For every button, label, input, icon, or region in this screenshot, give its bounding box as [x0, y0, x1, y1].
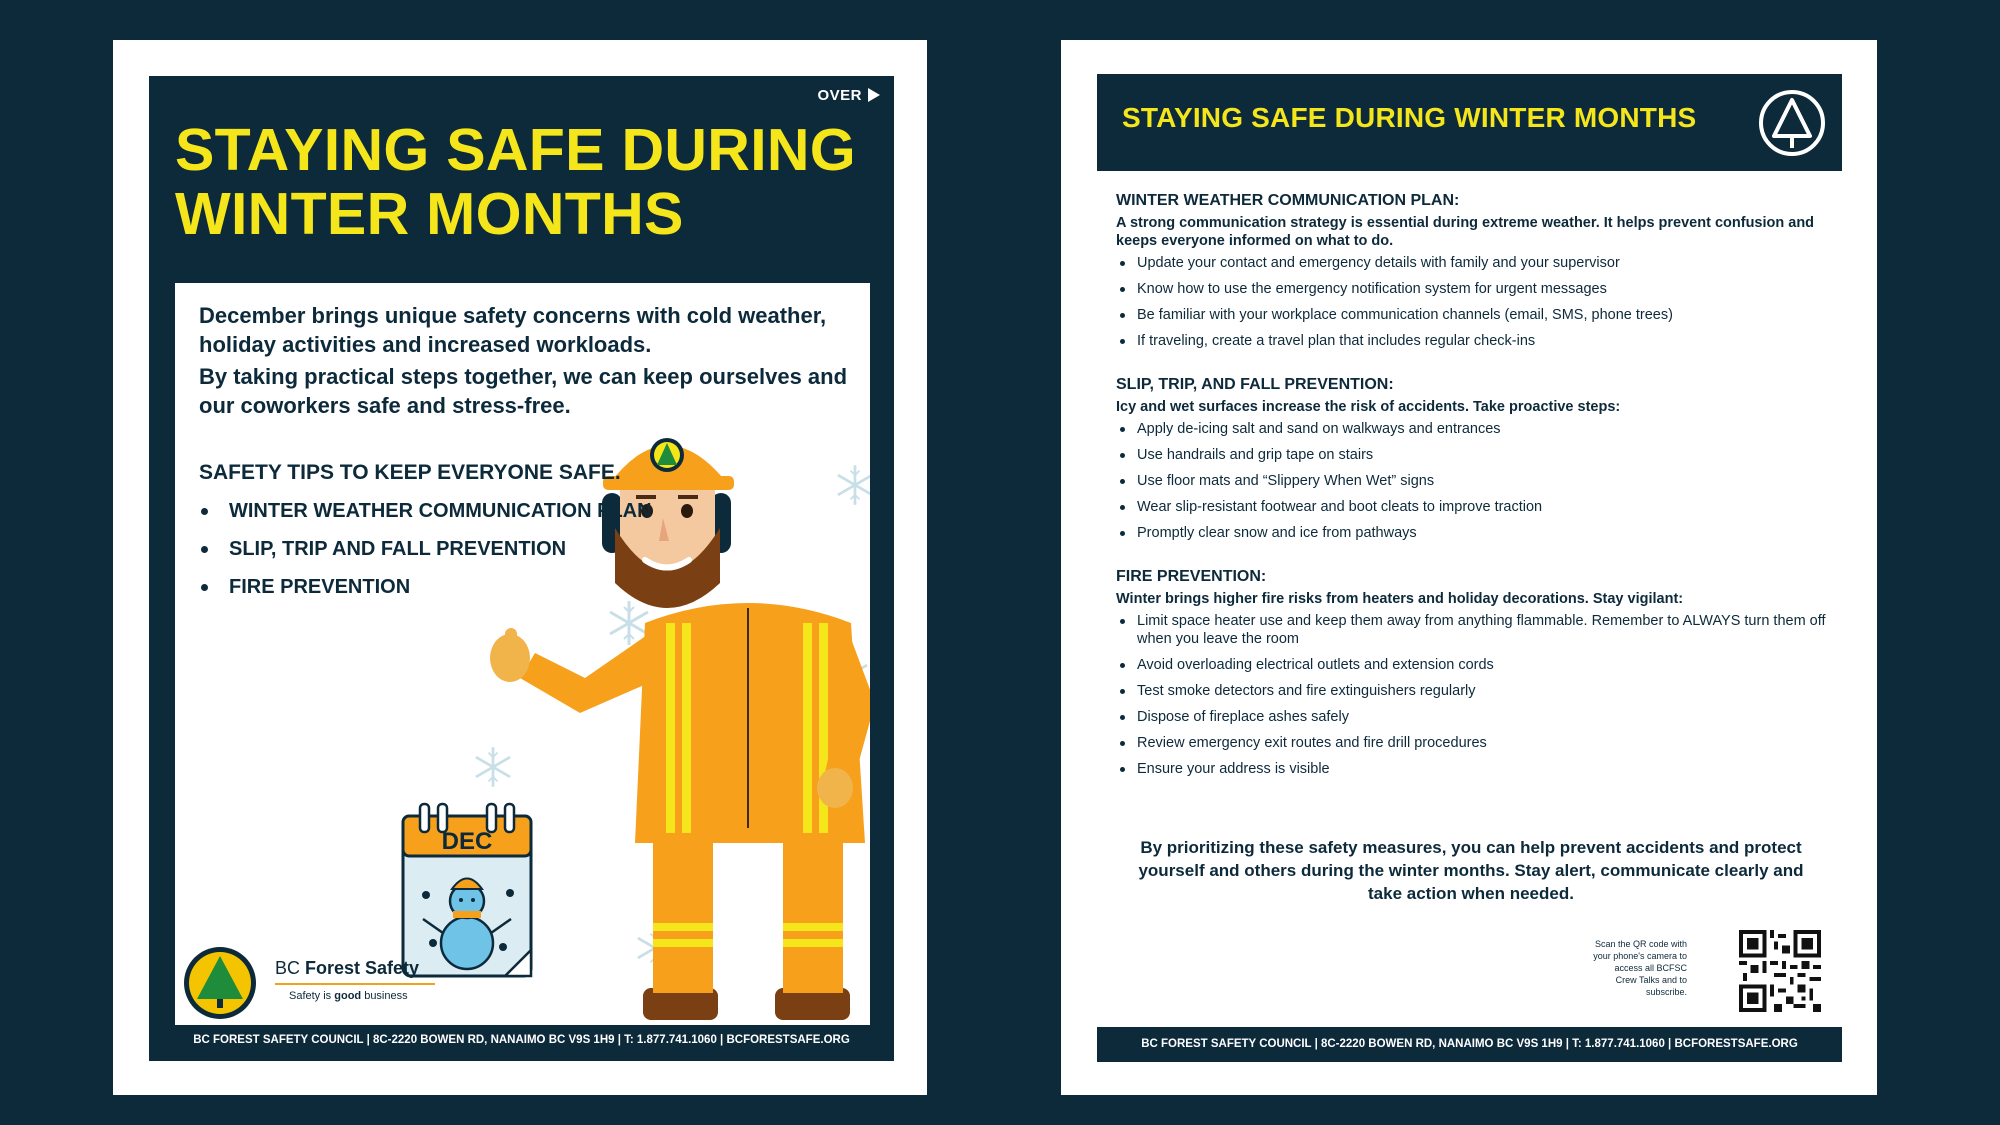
list-item [1116, 612, 1838, 648]
front-title [175, 118, 875, 246]
front-title-line2: WINTER MONTHS [175, 181, 684, 247]
list-item [1116, 734, 1838, 752]
bullet-icon [1120, 313, 1125, 318]
list-item-text: Test smoke detectors and fire extinguishers regularly [1137, 683, 1476, 699]
over-label: OVER [817, 87, 862, 104]
bullet-icon [1120, 339, 1125, 344]
list-item-text: Use floor mats and “Slippery When Wet” signs [1137, 473, 1435, 489]
bullet-icon [1120, 715, 1125, 720]
safety-tips-heading: SAFETY TIPS TO KEEP EVERYONE SAFE. [199, 461, 621, 484]
bcfs-logo-icon [184, 947, 256, 1019]
front-intro-paragraph-2: By taking practical steps together, we can keep ourselves and our coworkers safe and stress-free. [199, 364, 848, 418]
list-item [199, 568, 652, 606]
bullet-icon [1120, 531, 1125, 536]
list-item-text: If traveling, create a travel plan that includes regular check-ins [1137, 333, 1536, 349]
bullet-icon [201, 546, 208, 553]
list-item [1116, 524, 1838, 542]
bullet-icon [1120, 261, 1125, 266]
safety-tips-list [199, 492, 652, 606]
back-body [1116, 190, 1838, 802]
bullet-icon [1120, 767, 1125, 772]
bullet-icon [1120, 479, 1125, 484]
over-link[interactable] [817, 87, 880, 104]
bullet-icon [1120, 741, 1125, 746]
list-item-text: Dispose of fireplace ashes safely [1137, 709, 1349, 725]
bullet-icon [1120, 663, 1125, 668]
tagline-part-3: business [361, 990, 408, 1002]
front-content-card [175, 283, 870, 1025]
list-item [199, 492, 652, 530]
list-item [1116, 708, 1838, 726]
list-item [1116, 254, 1838, 272]
list-item-text: Update your contact and emergency details with family and your supervisor [1137, 255, 1620, 271]
list-item [1116, 682, 1838, 700]
logo-wordmark [275, 958, 419, 979]
front-title-line1: STAYING SAFE DURING [175, 117, 857, 183]
list-item [1116, 306, 1838, 324]
tip-text: FIRE PREVENTION [229, 576, 411, 598]
list-item [1116, 446, 1838, 464]
list-item-text: Avoid overloading electrical outlets and extension cords [1137, 657, 1494, 673]
section-intro-slip-trip-fall: Icy and wet surfaces increase the risk of accidents. Take proactive steps: [1116, 399, 1621, 415]
list-item [1116, 498, 1838, 516]
slip-trip-fall-list [1116, 420, 1838, 542]
fire-prevention-list [1116, 612, 1838, 778]
logo-wordmark-bold: Forest Safety [305, 958, 420, 978]
back-footer: BC FOREST SAFETY COUNCIL | 8C-2220 BOWEN RD, NANAIMO BC V9S 1H9 | T: 1.877.741.1060 | BCFORESTSAFE.ORG [1097, 1027, 1842, 1062]
bullet-icon [1120, 689, 1125, 694]
calendar-month-label: DEC [441, 828, 493, 855]
list-item [199, 530, 652, 568]
communication-list [1116, 254, 1838, 350]
list-item-text: Know how to use the emergency notification system for urgent messages [1137, 281, 1607, 297]
list-item [1116, 760, 1838, 778]
list-item [1116, 280, 1838, 298]
section-intro-fire-prevention: Winter brings higher fire risks from heaters and holiday decorations. Stay vigilant: [1116, 591, 1684, 607]
back-header-bar [1097, 74, 1842, 171]
bullet-icon [1120, 427, 1125, 432]
logo-wordmark-prefix: BC [275, 958, 306, 978]
list-item-text: Ensure your address is visible [1137, 761, 1330, 777]
tagline-part-1: Safety is [289, 990, 335, 1002]
snowflake-icon [838, 465, 870, 505]
tip-text: WINTER WEATHER COMMUNICATION PLAN [229, 500, 652, 522]
front-intro-paragraph-1: December brings unique safety concerns with cold weather, holiday activities and increased workloads. [199, 303, 827, 357]
qr-instructions: Scan the QR code with your phone's camera to access all BCFSC Crew Talks and to subscribe. [1593, 939, 1687, 997]
list-item [1116, 656, 1838, 674]
logo-divider [275, 983, 435, 985]
closing-statement: By prioritizing these safety measures, you can help prevent accidents and protect yourself and others during the winter months. Stay alert, communicate clearly and take action when needed. [1138, 838, 1804, 903]
list-item-text: Wear slip-resistant footwear and boot cleats to improve traction [1137, 499, 1543, 515]
bcfs-logo-outline-icon [1757, 88, 1827, 158]
poster-back-page [1061, 40, 1877, 1095]
play-arrow-icon [868, 88, 880, 102]
front-footer: BC FOREST SAFETY COUNCIL | 8C-2220 BOWEN RD, NANAIMO BC V9S 1H9 | T: 1.877.741.1060 | BCFORESTSAFE.ORG [193, 1034, 850, 1046]
snowflake-icon [476, 747, 510, 787]
bullet-icon [1120, 287, 1125, 292]
bullet-icon [201, 508, 208, 515]
calendar-icon [403, 804, 531, 976]
front-dark-panel [149, 76, 894, 1061]
list-item-text: Review emergency exit routes and fire drill procedures [1137, 735, 1487, 751]
bullet-icon [1120, 619, 1125, 624]
list-item-text: Use handrails and grip tape on stairs [1137, 447, 1374, 463]
tip-text: SLIP, TRIP AND FALL PREVENTION [229, 538, 567, 560]
tagline-part-2: good [334, 990, 362, 1002]
back-title: STAYING SAFE DURING WINTER MONTHS [1122, 102, 1697, 133]
list-item-text: Promptly clear snow and ice from pathways [1137, 525, 1417, 541]
section-intro-communication: A strong communication strategy is essential during extreme weather. It helps prevent confusion and keeps everyone informed on what to do. [1116, 215, 1815, 249]
bullet-icon [1120, 453, 1125, 458]
section-title-fire-prevention: FIRE PREVENTION: [1116, 568, 1267, 585]
section-title-communication: WINTER WEATHER COMMUNICATION PLAN: [1116, 192, 1460, 209]
bullet-icon [201, 584, 208, 591]
section-title-slip-trip-fall: SLIP, TRIP, AND FALL PREVENTION: [1116, 376, 1394, 393]
qr-code-icon[interactable] [1739, 930, 1821, 1012]
bullet-icon [1120, 505, 1125, 510]
list-item-text: Apply de-icing salt and sand on walkways and entrances [1137, 421, 1501, 437]
poster-front-page [113, 40, 927, 1095]
list-item-text: Be familiar with your workplace communication channels (email, SMS, phone trees) [1137, 307, 1673, 323]
list-item [1116, 332, 1838, 350]
list-item-text: Limit space heater use and keep them away from anything flammable. Remember to ALWAYS turn them off when you leave the room [1137, 613, 1826, 647]
list-item [1116, 472, 1838, 490]
logo-tagline [289, 990, 408, 1002]
list-item [1116, 420, 1838, 438]
